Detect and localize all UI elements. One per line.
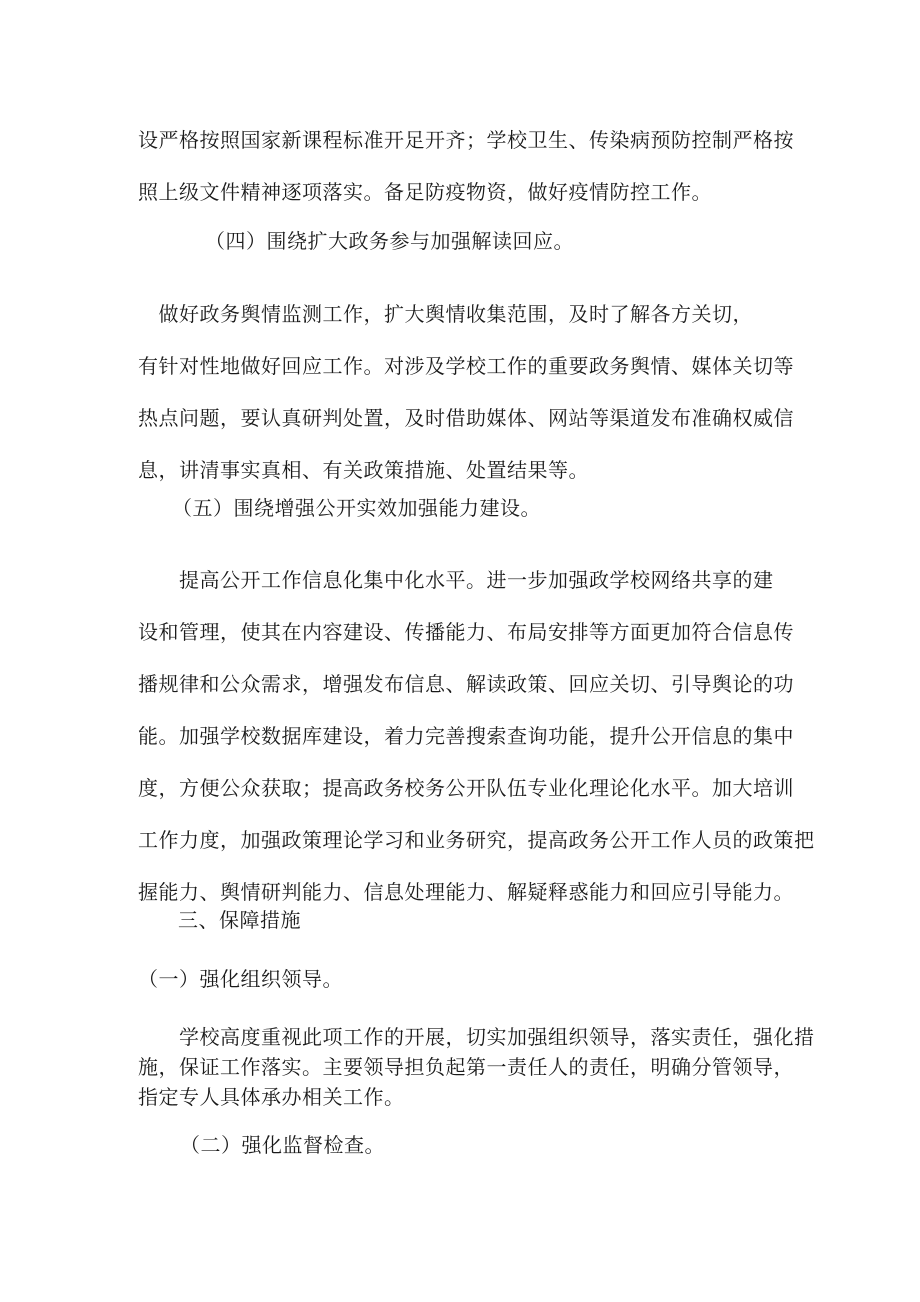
paragraph-line: 设严格按照国家新课程标准开足开齐；学校卫生、传染病预防控制严格按 xyxy=(138,128,794,152)
paragraph-line: 息，讲清事实真相、有关政策措施、处置结果等。 xyxy=(138,458,589,482)
heading-section-5: （五）围绕增强公开实效加强能力建设。 xyxy=(172,496,541,520)
sub-heading-supervision: （二）强化监督检查。 xyxy=(180,1133,385,1157)
paragraph-line: 握能力、舆情研判能力、信息处理能力、解疑释惑能力和回应引导能力。 xyxy=(138,880,794,904)
section-3-heading: 三、保障措施 xyxy=(178,908,301,932)
paragraph-section-5 xyxy=(138,554,815,918)
paragraph-line: 有针对性地做好回应工作。对涉及学校工作的重要政务舆情、媒体关切等 xyxy=(138,354,794,378)
heading-section-4: （四）围绕扩大政务参与加强解读回应。 xyxy=(205,229,574,253)
sub-heading-organization: （一）强化组织领导。 xyxy=(138,967,343,991)
paragraph-section-4 xyxy=(138,288,794,496)
paragraph-line: 播规律和公众需求，增强发布信息、解读政策、回应关切、引导舆论的功 xyxy=(138,672,794,696)
paragraph-line: 指定专人具体承办相关工作。 xyxy=(138,1085,405,1109)
paragraph-line: 提高公开工作信息化集中化水平。进一步加强政学校网络共享的建 xyxy=(138,568,774,592)
paragraph-line: 设和管理，使其在内容建设、传播能力、布局安排等方面更加符合信息传 xyxy=(138,620,794,644)
paragraph-line: 照上级文件精神逐项落实。备足防疫物资，做好疫情防控工作。 xyxy=(138,180,712,204)
paragraph-line: 做好政务舆情监测工作，扩大舆情收集范围，及时了解各方关切， xyxy=(138,302,753,326)
paragraph-line: 学校高度重视此项工作的开展，切实加强组织领导，落实责任，强化措 xyxy=(138,1025,815,1049)
paragraph-line: 工作力度，加强政策理论学习和业务研究，提高政务公开工作人员的政策把 xyxy=(138,828,815,852)
paragraph-line: 施，保证工作落实。主要领导担负起第一责任人的责任，明确分管领导， xyxy=(138,1055,794,1079)
paragraph-line: 能。加强学校数据库建设，着力完善搜索查询功能，提升公开信息的集中 xyxy=(138,724,794,748)
paragraph-organization xyxy=(138,1022,815,1112)
paragraph-line: 度，方便公众获取；提高政务校务公开队伍专业化理论化水平。加大培训 xyxy=(138,776,794,800)
intro-paragraph xyxy=(138,114,794,218)
paragraph-line: 热点问题，要认真研判处置，及时借助媒体、网站等渠道发布准确权威信 xyxy=(138,406,794,430)
